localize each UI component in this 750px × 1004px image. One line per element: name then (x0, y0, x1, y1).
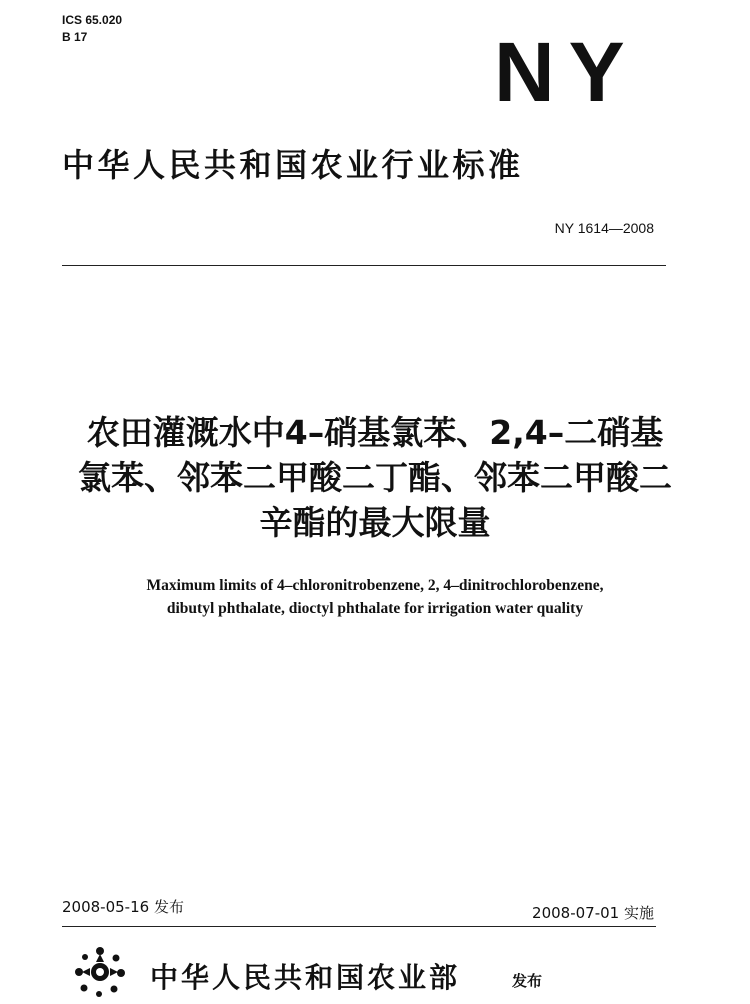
chinese-title-line-1: 农田灌溉水中4–硝基氯苯、2,4–二硝基 (86, 413, 664, 452)
issuing-ministry: 中华人民共和国农业部 (150, 961, 461, 994)
standard-type-heading: 中华人民共和国农业行业标准 (62, 146, 524, 184)
ics-code: ICS 65.020 (62, 13, 123, 27)
classification-codes (62, 12, 122, 46)
english-title (40, 574, 710, 620)
ministry-emblem-icon (72, 944, 128, 1000)
header-divider (62, 265, 666, 266)
english-title-line-1: Maximum limits of 4–chloronitrobenzene, 2, 4–dinitrochlorobenzene, (146, 577, 604, 594)
footer-divider (62, 926, 656, 927)
publish-label: 发布 (512, 972, 543, 990)
standard-number: NY 1614—2008 (554, 220, 654, 236)
issue-date: 2008-05-16 发布 (62, 898, 184, 916)
chinese-title (40, 410, 710, 545)
category-code: B 17 (62, 30, 88, 44)
english-title-line-2: dibutyl phthalate, dioctyl phthalate for irrigation water quality (166, 600, 584, 617)
implementation-date: 2008-07-01 实施 (532, 904, 654, 922)
chinese-title-line-3: 辛酯的最大限量 (259, 503, 491, 542)
chinese-title-line-2: 氯苯、邻苯二甲酸二丁酯、邻苯二甲酸二 (78, 458, 672, 497)
ny-logo-mark: NY (494, 25, 639, 119)
